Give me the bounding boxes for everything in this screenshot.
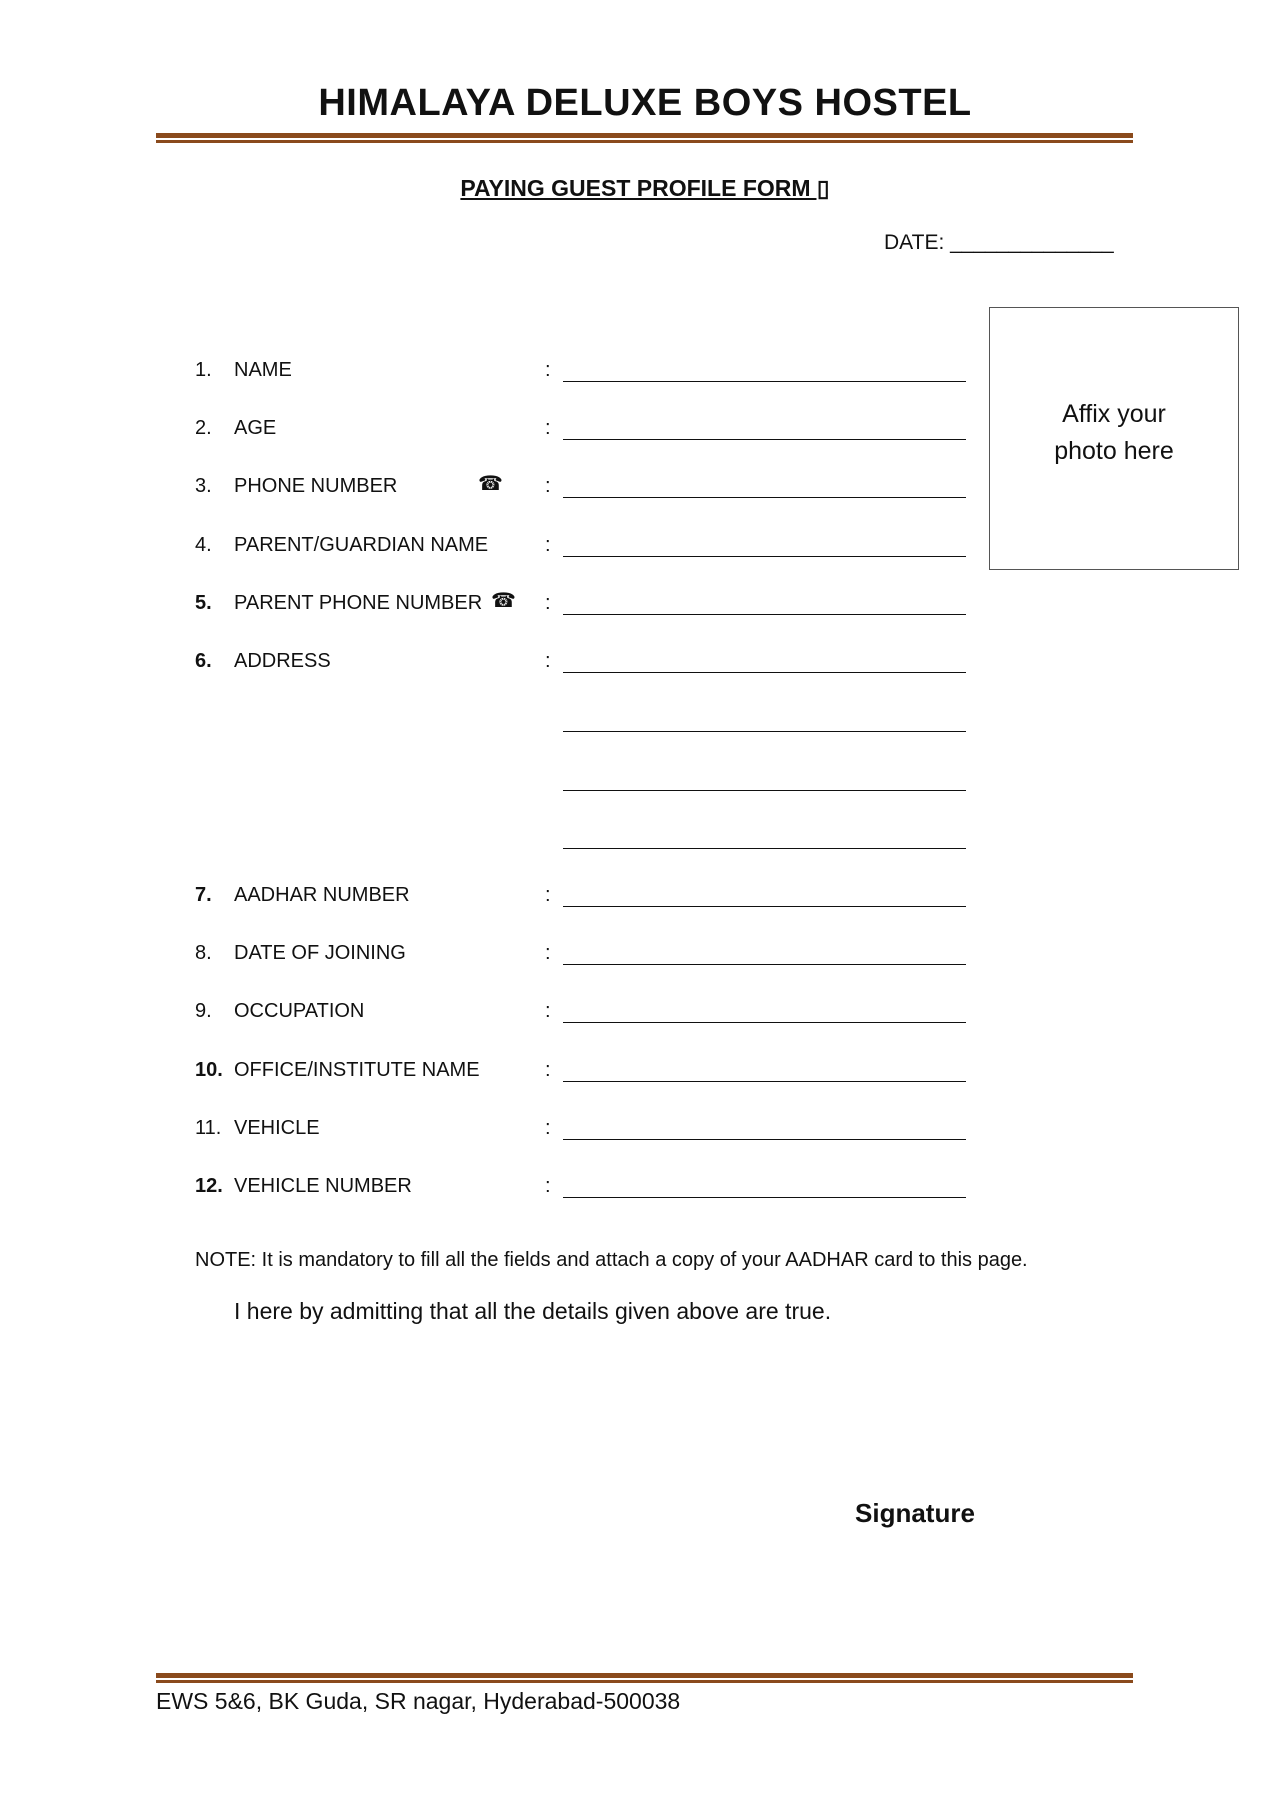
field-number: 6. — [195, 650, 212, 672]
form-field-2 — [195, 417, 995, 447]
field-number: 7. — [195, 884, 212, 906]
address-line-2[interactable] — [563, 731, 966, 732]
field-input-line[interactable] — [563, 1139, 966, 1140]
field-number: 11. — [195, 1117, 222, 1139]
field-number: 10. — [195, 1059, 223, 1081]
field-label: OCCUPATION — [234, 1000, 365, 1022]
form-field-3 — [195, 475, 995, 505]
field-number: 3. — [195, 475, 212, 497]
address-line-3[interactable] — [563, 790, 966, 791]
field-colon: : — [545, 1059, 551, 1081]
field-colon: : — [545, 1117, 551, 1139]
form-subtitle: PAYING GUEST PROFILE FORM ▯ — [460, 175, 830, 201]
field-colon: : — [545, 1175, 551, 1197]
field-colon: : — [545, 359, 551, 381]
form-field-6 — [195, 650, 995, 680]
field-label: ADDRESS — [234, 650, 331, 672]
form-field-5 — [195, 592, 995, 622]
form-field-8 — [195, 942, 995, 972]
form-field-12 — [195, 1175, 995, 1205]
field-number: 1. — [195, 359, 212, 381]
field-colon: : — [545, 942, 551, 964]
form-field-7 — [195, 884, 995, 914]
field-label: NAME — [234, 359, 292, 381]
note-text: NOTE: It is mandatory to fill all the fields and attach a copy of your AADHAR card to this page. — [195, 1249, 1028, 1271]
field-input-line[interactable] — [563, 614, 966, 615]
field-label: AGE — [234, 417, 277, 439]
field-input-line[interactable] — [563, 964, 966, 965]
field-colon: : — [545, 475, 551, 497]
signature-label: Signature — [855, 1498, 975, 1528]
form-field-4 — [195, 534, 995, 564]
photo-box — [989, 307, 1239, 570]
field-number: 12. — [195, 1175, 223, 1197]
field-input-line[interactable] — [563, 672, 966, 673]
field-colon: : — [545, 592, 551, 614]
photo-box-line1: Affix your — [1062, 400, 1166, 428]
form-field-1 — [195, 359, 995, 389]
field-label: PARENT PHONE NUMBER — [234, 592, 483, 614]
hostel-title: HIMALAYA DELUXE BOYS HOSTEL — [318, 82, 972, 124]
field-number: 8. — [195, 942, 212, 964]
field-label: PHONE NUMBER — [234, 475, 398, 497]
field-colon: : — [545, 534, 551, 556]
declaration-text: I here by admitting that all the details given above are true. — [234, 1298, 832, 1324]
field-input-line[interactable] — [563, 439, 966, 440]
form-field-11 — [195, 1117, 995, 1147]
field-number: 5. — [195, 592, 212, 614]
field-input-line[interactable] — [563, 556, 966, 557]
date-field[interactable]: DATE: ______________ — [884, 231, 1114, 254]
field-number: 2. — [195, 417, 212, 439]
field-colon: : — [545, 417, 551, 439]
field-label: DATE OF JOINING — [234, 942, 406, 964]
field-number: 9. — [195, 1000, 212, 1022]
field-input-line[interactable] — [563, 906, 966, 907]
field-input-line[interactable] — [563, 497, 966, 498]
field-input-line[interactable] — [563, 381, 966, 382]
field-label: VEHICLE NUMBER — [234, 1175, 412, 1197]
field-label: PARENT/GUARDIAN NAME — [234, 534, 489, 556]
photo-box-line2: photo here — [1054, 437, 1174, 465]
phone-icon: ☎ — [491, 590, 516, 612]
field-input-line[interactable] — [563, 1022, 966, 1023]
field-label: OFFICE/INSTITUTE NAME — [234, 1059, 480, 1081]
field-input-line[interactable] — [563, 1081, 966, 1082]
field-number: 4. — [195, 534, 212, 556]
header-rule — [156, 133, 1133, 143]
field-label: AADHAR NUMBER — [234, 884, 410, 906]
footer-address: EWS 5&6, BK Guda, SR nagar, Hyderabad-500038 — [156, 1688, 681, 1714]
field-input-line[interactable] — [563, 1197, 966, 1198]
footer-rule — [156, 1673, 1133, 1683]
form-field-9 — [195, 1000, 995, 1030]
field-colon: : — [545, 884, 551, 906]
field-colon: : — [545, 1000, 551, 1022]
address-line-4[interactable] — [563, 848, 966, 849]
field-label: VEHICLE — [234, 1117, 320, 1139]
phone-icon: ☎ — [478, 473, 503, 495]
field-colon: : — [545, 650, 551, 672]
form-field-10 — [195, 1059, 995, 1089]
